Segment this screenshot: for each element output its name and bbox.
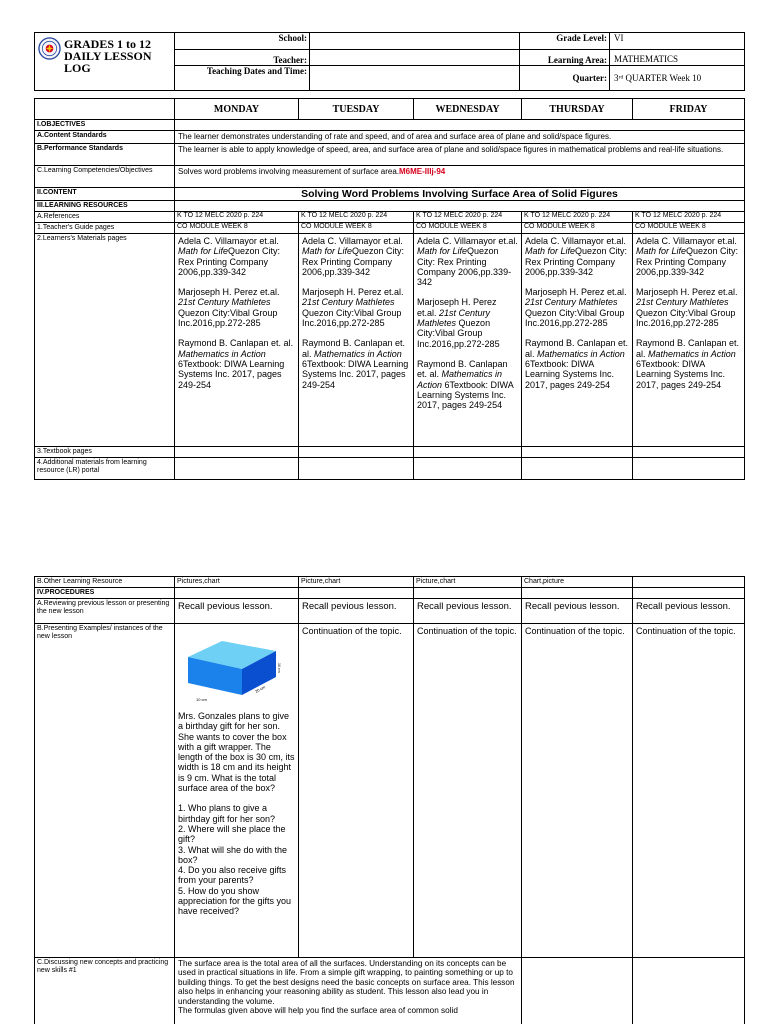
- lm-ref-b: Marjoseph H. Perez et.al. 21st Century Mathletes Quezon City:Vibal Group Inc.2016,pp.272-285: [178, 287, 280, 329]
- objectives-section-label: I.OBJECTIVES: [35, 120, 175, 131]
- competencies-label: C.Learning Competencies/Objectives: [35, 166, 175, 188]
- content-standards-text: The learner demonstrates understanding of rate and speed, and of area and surface area of plane and solid/space figures.: [175, 131, 745, 144]
- box-height-label: 10 cm: [277, 663, 281, 673]
- gift-box-illustration: [182, 629, 282, 707]
- teacher-label: Teacher:: [175, 49, 310, 66]
- question-item: 2. Where will she place the gift?: [178, 823, 286, 845]
- presenting-friday: Continuation of the topic.: [633, 624, 745, 958]
- quarter-label: Quarter:: [520, 66, 610, 91]
- content-section-label: II.CONTENT: [35, 188, 175, 201]
- presenting-tuesday: Continuation of the topic.: [299, 624, 414, 958]
- textbook-pages-label: 3.Textbook pages: [35, 447, 175, 458]
- review-monday: Recall pevious lesson.: [175, 599, 299, 624]
- lm-ref-c: Raymond B. Canlapan et. al. Mathematics in Action 6Textbook: DIWA Learning Systems Inc. 2017, pages 249-254: [525, 338, 629, 390]
- competencies-text: Solves word problems involving measurement of surface area.: [178, 167, 399, 176]
- teachers-guide-tuesday: CO MODULE WEEK 8: [299, 223, 414, 234]
- lm-ref-b: Marjoseph H. Perez et.al. 21st Century Mathletes Quezon City:Vibal Group Inc.2016,pp.272-285: [302, 287, 404, 329]
- lm-ref-b: Marjoseph H. Perez et.al. 21st Century Mathletes Quezon City:Vibal Group Inc.2016,pp.272-285: [636, 287, 738, 329]
- lm-ref-c: Raymond B. Canlapan et. al. Mathematics in Action 6Textbook: DIWA Learning Systems Inc. 2017, pages 249-254: [417, 358, 514, 411]
- other-resources-thursday: Chart,picture: [522, 577, 633, 588]
- grade-level-value: VI: [610, 33, 745, 50]
- learning-area-value: MATHEMATICS: [610, 49, 745, 66]
- content-standards-label: A.Content Standards: [35, 131, 175, 144]
- dates-value: [310, 66, 520, 91]
- presenting-wednesday: Continuation of the topic.: [414, 624, 522, 958]
- discussion-text-cell: [175, 958, 522, 1024]
- learning-area-label: Learning Area:: [520, 49, 610, 66]
- review-friday: Recall pevious lesson.: [633, 599, 745, 624]
- teachers-guide-wednesday: CO MODULE WEEK 8: [414, 223, 522, 234]
- title-line-1: GRADES 1 to 12: [64, 37, 152, 51]
- school-value: [310, 33, 520, 50]
- teachers-guide-label: 1.Teacher's Guide pages: [35, 223, 175, 234]
- procedures-section-label: IV.PROCEDURES: [35, 588, 175, 599]
- learners-materials-wednesday: [414, 234, 522, 447]
- competency-code: M6ME-IIIj-94: [399, 167, 446, 176]
- discussion-text-2: The formulas given above will help you find the surface area of common solid: [178, 1006, 458, 1016]
- other-resources-friday: [633, 577, 745, 588]
- dates-label: Teaching Dates and Time:: [175, 66, 310, 91]
- question-item: 3. What will she do with the box?: [178, 844, 288, 865]
- lesson-table-page-1: [34, 98, 745, 480]
- additional-materials-label: 4.Additional materials from learning resource (LR) portal: [35, 458, 175, 480]
- presenting-monday: [175, 624, 299, 958]
- other-resources-monday: Pictures,chart: [175, 577, 299, 588]
- performance-standards-text: The learner is able to apply knowledge of speed, area, and surface area of plane and solid/space figures in mathematical problems and real-life situations.: [175, 144, 745, 166]
- reference-tuesday: K TO 12 MELC 2020 p. 224: [299, 212, 414, 223]
- other-resources-label: B.Other Learning Resource: [35, 577, 175, 588]
- day-monday: MONDAY: [175, 99, 299, 120]
- competencies-cell: [175, 166, 745, 188]
- reference-friday: K TO 12 MELC 2020 p. 224: [633, 212, 745, 223]
- teachers-guide-monday: CO MODULE WEEK 8: [175, 223, 299, 234]
- day-tuesday: TUESDAY: [299, 99, 414, 120]
- grade-level-label: Grade Level:: [520, 33, 610, 50]
- lm-ref-a: Adela C. Villamayor et.al. Math for LifeQuezon City: Rex Printing Company 2006,pp.339-342: [636, 236, 739, 277]
- lm-ref-c: Raymond B. Canlapan et. al. Mathematics in Action 6Textbook: DIWA Learning Systems Inc. 2017, pages 249-254: [302, 338, 409, 390]
- lesson-title: Solving Word Problems Involving Surface Area of Solid Figures: [175, 188, 745, 201]
- school-label: School:: [175, 33, 310, 50]
- lm-ref-b: Marjoseph H. Perez et.al. 21st Century Mathletes Quezon City:Vibal Group Inc.2016,pp.272-285: [525, 287, 627, 329]
- teacher-value: [310, 49, 520, 66]
- discussion-text: The surface area is the total area of all the surfaces. Understanding on its concepts can be used in practical situations in life. From a simple gift wrapping, to painting something or up to building things. To get the best designs need the basic concepts on surface area. This lesson also helps in enhancing your reasoning ability as student. This lesson also lead you in understanding the volume.: [178, 959, 515, 1006]
- title-line-2: DAILY LESSON LOG: [64, 49, 152, 75]
- learners-materials-label: 2.Learners's Materials pages: [35, 234, 175, 447]
- learning-resources-section-label: III.LEARNING RESOURCES: [35, 201, 175, 212]
- header-table: [34, 32, 745, 91]
- review-wednesday: Recall pevious lesson.: [414, 599, 522, 624]
- reviewing-label: A.Reviewing previous lesson or presenting the new lesson: [35, 599, 175, 624]
- day-friday: FRIDAY: [633, 99, 745, 120]
- learners-materials-monday: [175, 234, 299, 447]
- logo-cell: [35, 33, 175, 91]
- deped-seal-icon: [38, 37, 61, 60]
- lm-ref-c: Raymond B. Canlapan et. al. Mathematics in Action 6Textbook: DIWA Learning Systems Inc. 2017, pages 249-254: [178, 338, 294, 390]
- word-problem: Mrs. Gonzales plans to give a birthday gift for her son. She wants to cover the box with a gift wrapper. The length of the box is 30 cm, its width is 18 cm and its height is 9 cm. What is the total surface area of the box?: [178, 711, 295, 794]
- document-title: [64, 38, 174, 74]
- lm-ref-a: Adela C. Villamayor et.al. Math for LifeQuezon City: Rex Printing Company 2006,pp.339-342: [302, 236, 405, 277]
- day-wednesday: WEDNESDAY: [414, 99, 522, 120]
- question-list: [178, 803, 295, 916]
- question-item: 5. How do you show appreciation for the gifts you have received?: [178, 885, 292, 917]
- question-item: 1. Who plans to give a birthday gift for her son?: [178, 803, 276, 824]
- lm-ref-a: Adela C. Villamayor et.al. Math for LifeQuezon City: Rex Printing Company 2006,pp.339-342: [525, 236, 628, 277]
- question-item: 4. Do you also receive gifts from your parents?: [178, 865, 287, 886]
- reference-wednesday: K TO 12 MELC 2020 p. 224: [414, 212, 522, 223]
- other-resources-wednesday: Picture,chart: [414, 577, 522, 588]
- lm-ref-c: Raymond B. Canlapan et. al. Mathematics in Action 6Textbook: DIWA Learning Systems Inc. 2017, pages 249-254: [636, 338, 740, 390]
- performance-standards-label: B.Performance Standards: [35, 144, 175, 166]
- day-thursday: THURSDAY: [522, 99, 633, 120]
- references-label: A.References: [35, 212, 175, 223]
- lm-ref-b: Marjoseph H. Perez et.al. 21st Century Mathletes Quezon City:Vibal Group Inc.2016,pp.272-285: [417, 297, 500, 349]
- box-length-label: 10 cm: [196, 697, 207, 702]
- lm-ref-a: Adela C. Villamayor et.al. Math for LifeQuezon City: Rex Printing Company 2006,pp.339-342: [417, 236, 518, 288]
- box-width-label: 20 cm: [254, 684, 267, 694]
- learners-materials-tuesday: [299, 234, 414, 447]
- lm-ref-a: Adela C. Villamayor et.al. Math for LifeQuezon City: Rex Printing Company 2006,pp.339-342: [178, 236, 281, 277]
- day-header-row: [35, 99, 745, 120]
- quarter-value: 3ʳᵈ QUARTER Week 10: [610, 66, 745, 91]
- teachers-guide-thursday: CO MODULE WEEK 8: [522, 223, 633, 234]
- learners-materials-thursday: [522, 234, 633, 447]
- lesson-table-page-2: [34, 576, 745, 1024]
- teachers-guide-friday: CO MODULE WEEK 8: [633, 223, 745, 234]
- discussing-label: C.Discussing new concepts and practicing new skills #1: [35, 958, 175, 1024]
- learners-materials-friday: [633, 234, 745, 447]
- presenting-examples-label: B.Presenting Examples/ instances of the new lesson: [35, 624, 175, 958]
- review-thursday: Recall pevious lesson.: [522, 599, 633, 624]
- presenting-thursday: Continuation of the topic.: [522, 624, 633, 958]
- other-resources-tuesday: Picture,chart: [299, 577, 414, 588]
- review-tuesday: Recall pevious lesson.: [299, 599, 414, 624]
- reference-monday: K TO 12 MELC 2020 p. 224: [175, 212, 299, 223]
- reference-thursday: K TO 12 MELC 2020 p. 224: [522, 212, 633, 223]
